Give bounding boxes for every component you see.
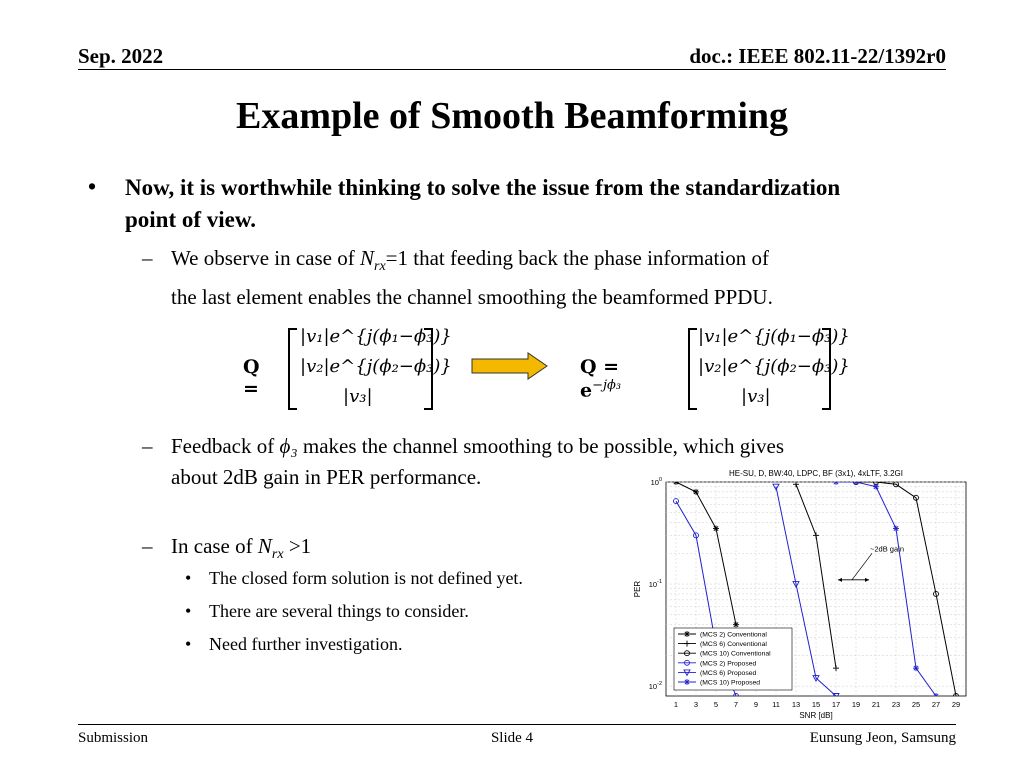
sub3-subscript: rx (271, 547, 284, 563)
footer-author: Eunsung Jeon, Samsung (809, 730, 956, 746)
sub3-pre: In case of (171, 534, 258, 558)
matrix-left-bracket-close (424, 328, 433, 410)
x-axis-label: SNR [dB] (799, 711, 833, 720)
matrix-right-label (580, 356, 621, 401)
x-tick-label: 13 (791, 700, 801, 709)
matrix-right-row3: |v₃| (741, 386, 771, 407)
x-tick-label: 1 (673, 700, 679, 709)
legend-label: (MCS 10) Proposed (700, 679, 761, 687)
x-tick-label: 15 (811, 700, 821, 709)
y-tick-label: $10^{-1}$ (648, 579, 662, 590)
x-tick-label: 7 (733, 700, 739, 709)
x-tick-label: 27 (931, 700, 941, 709)
bullet-main-text: Now, it is worthwhile thinking to solve the issue from the standardization point of view. (125, 175, 841, 232)
footer-slide-number: Slide 4 (490, 730, 534, 746)
matrix-left-row2: |v₂|e^{j(ϕ₂−ϕ₃)} (300, 356, 452, 377)
chart-title: HE-SU, D, BW:40, LDPC, BF (3x1), 4xLTF, 3.2GI (729, 469, 903, 478)
sub-bullet-marker: – (142, 434, 153, 458)
footer-divider (78, 724, 956, 725)
per-chart (618, 464, 974, 722)
y-tick-label: $10^{-2}$ (648, 681, 662, 692)
sub3-post: >1 (283, 534, 312, 558)
bullet-dot: • (185, 601, 192, 621)
x-tick-label: 29 (951, 700, 961, 709)
sub-bullet-marker: – (142, 246, 153, 270)
sub-bullet-marker: – (142, 534, 153, 558)
x-tick-label: 23 (891, 700, 901, 709)
sub1-pre: We observe in case of (171, 246, 360, 270)
sub-bullet-observe (171, 243, 931, 313)
sub1-subscript: rx (374, 259, 386, 275)
matrix-left-label: Q = (243, 356, 260, 400)
x-tick-label: 9 (753, 700, 759, 709)
matrix-right-exp: −jϕ₃ (592, 378, 622, 393)
bullet-dot: • (185, 568, 192, 588)
matrix-left-row3: |v₃| (343, 386, 373, 407)
sub2-sym: ϕ₃ (279, 434, 298, 458)
bullet-dot: • (185, 634, 192, 654)
matrix-right-bracket-close (822, 328, 831, 410)
legend-label: (MCS 2) Proposed (700, 660, 757, 668)
header-date: Sep. 2022 (78, 44, 164, 68)
slide-title: Example of Smooth Beamforming (235, 95, 789, 137)
footer-submission: Submission (78, 730, 149, 746)
legend-label: (MCS 6) Conventional (700, 641, 767, 649)
sub2-line2: about 2dB gain in PER performance. (171, 465, 482, 489)
y-tick-exponent: -2 (657, 681, 662, 688)
matrix-right-q: Q = e (580, 356, 620, 402)
list-item: There are several things to consider. (209, 601, 469, 621)
matrix-right-bracket-open (688, 328, 697, 410)
arrow-icon (470, 352, 550, 380)
x-tick-label: 17 (831, 700, 841, 709)
x-tick-label: 11 (772, 700, 780, 709)
matrix-right-row1: |v₁|e^{j(ϕ₁−ϕ₃)} (698, 326, 850, 347)
matrix-left-bracket-open (288, 328, 297, 410)
legend-label: (MCS 6) Proposed (700, 669, 757, 677)
sub3-var: N (257, 534, 272, 558)
y-tick-label: $10^0$ (650, 477, 662, 487)
sub1-post: =1 that feeding back the phase information of (385, 246, 769, 270)
sub-bullet-nrx (171, 531, 311, 570)
x-tick-label: 21 (871, 700, 881, 709)
header-doc-id: doc.: IEEE 802.11-22/1392r0 (689, 44, 946, 68)
sub1-var: N (359, 246, 374, 270)
list-item: Need further investigation. (209, 634, 403, 654)
sub2-post: makes the channel smoothing to be possible, which gives (297, 434, 785, 458)
sub1-line2: the last element enables the channel smoothing the beamformed PPDU. (171, 285, 773, 310)
sub2-pre: Feedback of (171, 434, 280, 458)
legend-label: (MCS 2) Conventional (700, 631, 767, 639)
annotation-text: ~2dB gain (870, 544, 904, 554)
y-axis-label: PER (633, 580, 642, 598)
bullet-marker: • (88, 174, 97, 199)
x-tick-label: 25 (911, 700, 921, 709)
matrix-left-row1: |v₁|e^{j(ϕ₁−ϕ₃)} (300, 326, 452, 347)
header-divider (78, 69, 946, 70)
x-tick-label: 19 (851, 700, 861, 709)
x-tick-label: 5 (713, 700, 719, 709)
legend-label: (MCS 10) Conventional (700, 650, 771, 658)
matrix-right-row2: |v₂|e^{j(ϕ₂−ϕ₃)} (698, 356, 850, 377)
list-item: The closed form solution is not defined yet. (209, 568, 523, 588)
x-tick-label: 3 (693, 700, 699, 709)
y-tick-exponent: -1 (657, 579, 662, 586)
y-tick-exponent: 0 (658, 477, 662, 483)
